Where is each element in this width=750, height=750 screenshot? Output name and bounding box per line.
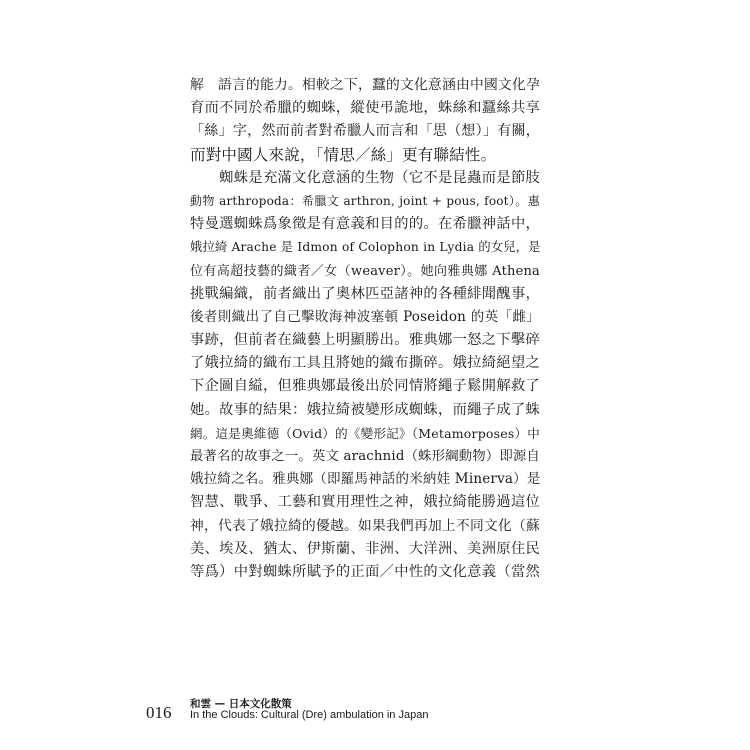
- text-line: 「絲」字，然而前者對希臘人而言和「思（想）」有關，: [190, 123, 540, 140]
- text-line: 神，代表了娥拉綺的優越。如果我們再加上不同文化（蘇: [190, 517, 540, 534]
- text-line: 挑戰編織，前者織出了奧林匹亞諸神的各種緋聞醜事，: [190, 285, 540, 302]
- text-line: 位有高超技藝的織者／女（weaver）。她向雅典娜 Athena: [190, 263, 540, 279]
- text-line: 等爲）中對蜘蛛所賦予的正面／中性的文化意義（當然: [190, 563, 540, 580]
- text-line: 下企圖自縊，但雅典娜最後出於同情將繩子鬆開解救了: [190, 378, 540, 395]
- text-line: 特曼選蜘蛛爲象徵是有意義和目的的。在希臘神話中，: [190, 216, 540, 233]
- text-line: 她。故事的結果：娥拉綺被變形成蜘蛛，而繩子成了蛛: [190, 401, 540, 418]
- text-line: 美、埃及、猶太、伊斯蘭、非洲、大洋洲、美洲原住民: [190, 540, 540, 557]
- running-title-chinese: 和雲 — 日本文化散策: [190, 698, 292, 710]
- text-line: 最著名的故事之一。英文 arachnid（蛛形綱動物）即源自: [190, 449, 540, 464]
- running-title-english: In the Clouds: Cultural (Dre) ambulation in Japan: [190, 709, 429, 721]
- text-line: 蜘蛛是充滿文化意涵的生物（它不是昆蟲而是節肢: [190, 169, 540, 186]
- body-text: [190, 74, 540, 584]
- text-line: 後者則織出了自己擊敗海神波塞頓 Poseidon 的英「雌」: [190, 308, 540, 325]
- text-line: 而對中國人來說，「情思／絲」更有聯結性。: [190, 145, 497, 164]
- text-line: 動物 arthropoda：希臘文 arthron, joint + pous, foot）。惠: [190, 193, 540, 208]
- text-line: 解 語言的能力。相較之下，蠶的文化意涵由中國文化孕: [190, 77, 540, 93]
- text-line: 育而不同於希臘的蜘蛛，縱使弔詭地，蛛絲和蠶絲共享: [190, 100, 540, 117]
- text-line: 事跡，但前者在織藝上明顯勝出。雅典娜一怒之下擊碎: [190, 332, 540, 349]
- text-line: 了娥拉綺的織布工具且將她的織布撕碎。娥拉綺絕望之: [190, 355, 540, 372]
- text-line: 娥拉綺之名。雅典娜（即羅馬神話的米納娃 Minerva）是: [190, 471, 541, 488]
- page-number: 016: [146, 703, 172, 722]
- text-line: 娥拉綺 Arache 是 Idmon of Colophon in Lydia 的女兒，是: [190, 240, 541, 255]
- text-line: 智慧、戰爭、工藝和實用理性之神，娥拉綺能勝過這位: [190, 494, 540, 511]
- text-line: 網。這是奧維德（Ovid）的《變形記》（Metamorposes）中: [190, 425, 540, 441]
